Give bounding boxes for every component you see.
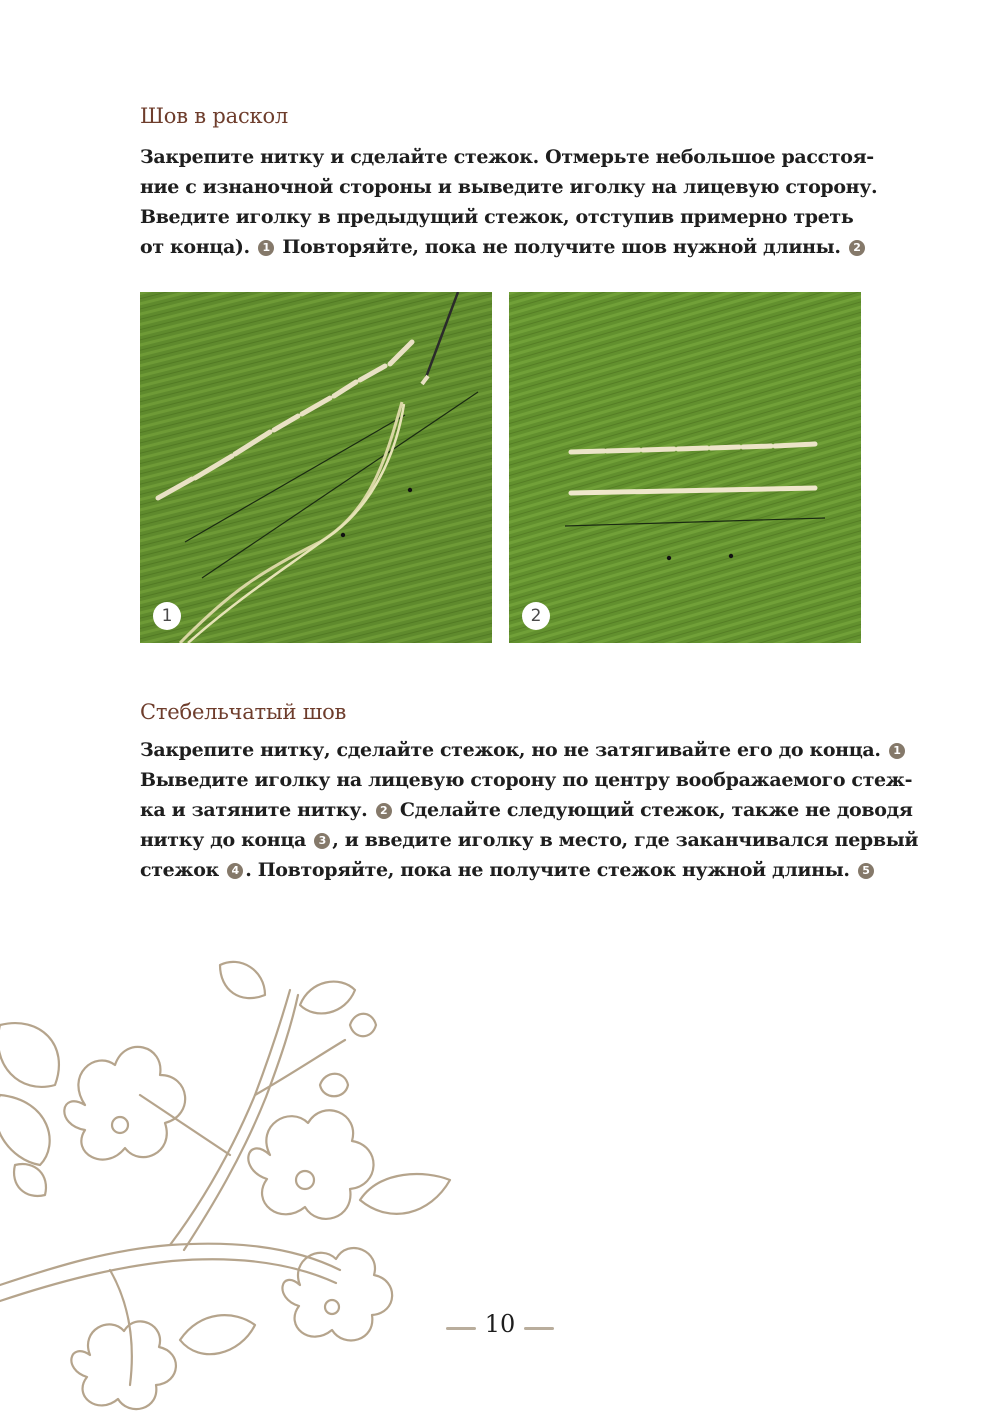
step-number-marker: 4 — [227, 863, 243, 879]
step-number-marker: 1 — [889, 743, 905, 759]
split-stitch-text-line: Введите иголку в предыдущий стежок, отступив примерно треть — [140, 206, 854, 228]
stem-stitch-text-line: ка и затяните нитку. 2 Сделайте следующий стежок, также не доводя — [140, 799, 913, 821]
photo-step-2 — [509, 292, 861, 643]
stem-stitch-text-line: нитку до конца 3 , и введите иголку в место, где заканчивался первый — [140, 829, 919, 851]
step-number-marker: 5 — [858, 863, 874, 879]
step-number-marker: 2 — [376, 803, 392, 819]
split-stitch-text-line: от конца). 1 Повторяйте, пока не получите шов нужной длины. 2 — [140, 232, 870, 262]
split-stitch-text-line: ние с изнаночной стороны и выведите иголку на лицевую сторону. — [140, 176, 878, 198]
stem-stitch-text-line: стежок 4 . Повторяйте, пока не получите стежок нужной длины. 5 — [140, 855, 870, 885]
cherry-blossom-ornament — [0, 945, 500, 1413]
step-number-marker: 3 — [314, 833, 330, 849]
section-title-split-stitch: Шов в раскол — [140, 104, 289, 128]
stem-stitch-text-line: Закрепите нитку, сделайте стежок, но не затягивайте его до конца. 1 — [140, 735, 870, 765]
page-number-dash-right — [524, 1327, 554, 1330]
step-badge-2: 2 — [522, 602, 550, 630]
step-badge-1: 1 — [153, 602, 181, 630]
step-number-marker: 2 — [849, 240, 865, 256]
stem-stitch-text-line: Выведите иголку на лицевую сторону по центру воображаемого стеж- — [140, 769, 913, 791]
photo-step-1 — [140, 292, 492, 643]
split-stitch-text-line: Закрепите нитку и сделайте стежок. Отмерьте небольшое расстоя- — [140, 146, 874, 168]
step-number-marker: 1 — [258, 240, 274, 256]
section-title-stem-stitch: Стебельчатый шов — [140, 700, 347, 724]
section-text-stem-stitch — [140, 735, 919, 885]
page-number: 10 — [484, 1310, 516, 1338]
section-text-split-stitch — [140, 142, 878, 262]
